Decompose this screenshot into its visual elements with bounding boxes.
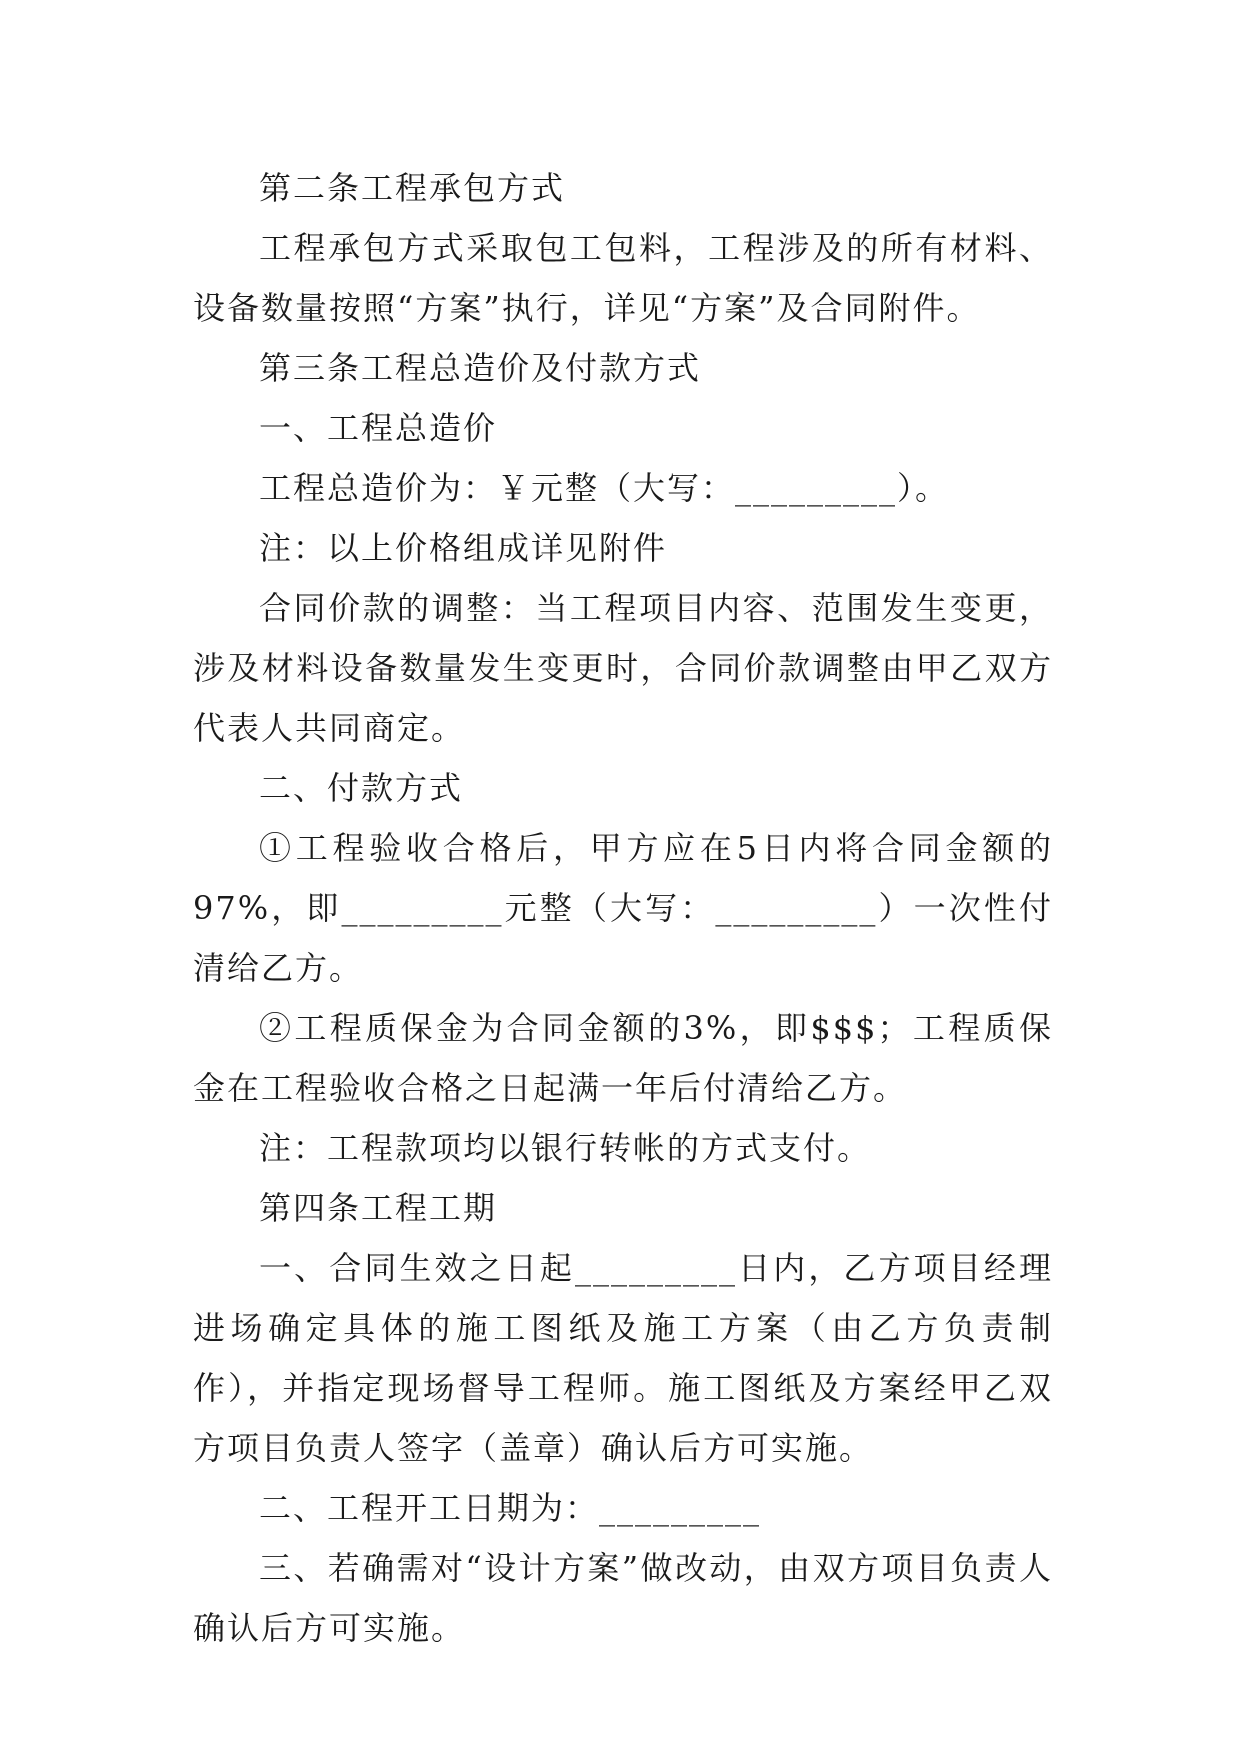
article-3-heading: 第三条工程总造价及付款方式 bbox=[259, 349, 702, 387]
total-price-line: 工程总造价为：￥元整（大写：_________）。 bbox=[259, 469, 950, 507]
price-adjustment: 合同价款的调整：当工程项目内容、范围发生变更，涉及材料设备数量发生变更时，合同价款调整由甲乙双方代表人共同商定。 bbox=[193, 589, 1053, 747]
payment-item-2: ②工程质保金为合同金额的3%，即$$$；工程质保金在工程验收合格之日起满一年后付清给乙方。 bbox=[193, 1009, 1053, 1107]
payment-note: 注：工程款项均以银行转帐的方式支付。 bbox=[259, 1129, 872, 1167]
total-price-heading: 一、工程总造价 bbox=[259, 409, 498, 447]
document-body bbox=[193, 158, 1053, 1658]
article-2-body: 工程承包方式采取包工包料，工程涉及的所有材料、设备数量按照“方案”执行，详见“方案”及合同附件。 bbox=[193, 229, 1053, 327]
payment-method-heading: 二、付款方式 bbox=[259, 769, 464, 807]
price-note: 注：以上价格组成详见附件 bbox=[259, 529, 668, 567]
article-4-heading: 第四条工程工期 bbox=[259, 1189, 498, 1227]
schedule-item-1: 一、合同生效之日起_________日内，乙方项目经理进场确定具体的施工图纸及施工方案（由乙方负责制作），并指定现场督导工程师。施工图纸及方案经甲乙双方项目负责人签字（盖章）确认后方可实施。 bbox=[193, 1249, 1053, 1467]
article-2-heading: 第二条工程承包方式 bbox=[259, 169, 566, 207]
schedule-item-3: 三、若确需对“设计方案”做改动，由双方项目负责人确认后方可实施。 bbox=[193, 1549, 1053, 1647]
payment-item-1: ①工程验收合格后，甲方应在5日内将合同金额的97%，即_________元整（大写：_________）一次性付清给乙方。 bbox=[193, 829, 1053, 987]
schedule-item-2: 二、工程开工日期为：_________ bbox=[259, 1489, 762, 1527]
